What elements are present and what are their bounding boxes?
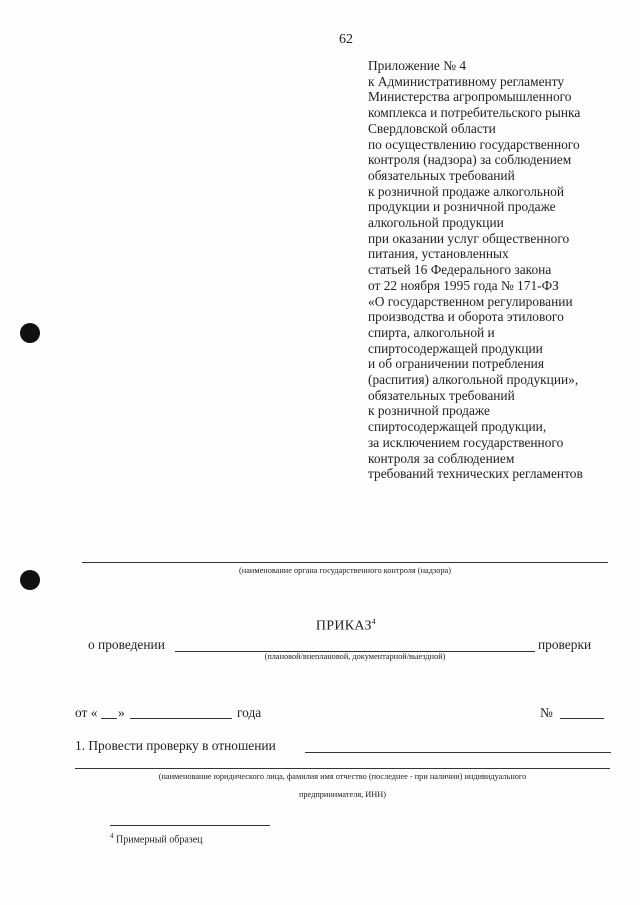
order-title-footnote-mark: 4 — [371, 617, 377, 626]
order-title — [26, 617, 640, 635]
number-label: № — [540, 705, 553, 720]
appendix-line: требований технических регламентов — [368, 466, 583, 482]
month-field[interactable] — [130, 718, 232, 719]
entity-name-line — [75, 768, 610, 769]
about-label: о проведении — [88, 637, 165, 652]
appendix-line: контроля за соблюдением — [368, 450, 515, 466]
check-label: проверки — [538, 637, 592, 652]
appendix-line: (распития) алкогольной продукции», — [368, 372, 579, 388]
appendix-line: контроля (надзора) за соблюдением — [368, 152, 572, 168]
footnote-text: Примерный образец — [116, 834, 203, 846]
item1-field[interactable] — [305, 752, 611, 753]
footnote — [110, 832, 203, 845]
punch-hole-bottom — [20, 570, 40, 590]
appendix-line: спирта, алкогольной и — [368, 324, 495, 340]
entity-caption-line1: (наименование юридического лица, фамилия имя отчество (последнее - при наличии) индивидуального — [158, 772, 527, 781]
appendix-line: Свердловской области — [368, 120, 496, 136]
appendix-line: от 22 ноября 1995 года № 171-ФЗ — [368, 277, 559, 293]
appendix-line: алкогольной продукции — [368, 215, 504, 231]
item1-label: 1. Провести проверку в отношении — [75, 738, 276, 753]
appendix-line: Министерства агропромышленного — [368, 89, 572, 105]
page-number: 62 — [339, 32, 353, 47]
day-field[interactable] — [101, 718, 117, 719]
appendix-line: к Административному регламенту — [368, 73, 565, 89]
appendix-line: спиртосодержащей продукции — [368, 340, 543, 356]
appendix-line: к розничной продаже алкогольной — [368, 183, 565, 199]
appendix-line: продукции и розничной продаже — [368, 199, 556, 215]
appendix-line: за исключением государственного — [368, 434, 564, 450]
footnote-mark: 4 — [110, 832, 114, 840]
year-label: года — [237, 705, 262, 720]
appendix-line: по осуществлению государственного — [368, 136, 580, 152]
check-type-caption: (плановой/внеплановой, документарной/выездной) — [264, 652, 446, 661]
appendix-line: комплекса и потребительского рынка — [368, 105, 581, 121]
appendix-line: спиртосодержащей продукции, — [368, 419, 547, 435]
appendix-line: питания, установленных — [368, 246, 509, 262]
order-number-field[interactable] — [560, 718, 604, 719]
footnote-separator — [110, 825, 270, 826]
date-prefix: от « — [75, 705, 98, 720]
punch-hole-top — [20, 323, 40, 343]
authority-name-line — [82, 562, 608, 563]
appendix-line: и об ограничении потребления — [368, 356, 544, 372]
appendix-line: обязательных требований — [368, 167, 515, 183]
appendix-header — [368, 58, 634, 482]
appendix-line: Приложение № 4 — [368, 58, 467, 73]
appendix-line: к розничной продаже — [368, 403, 490, 419]
authority-caption: (наименование органа государственного контроля (надзора) — [239, 566, 451, 575]
date-mid: » — [118, 705, 125, 720]
appendix-line: при оказании услуг общественного — [368, 230, 570, 246]
order-title-text: ПРИКАЗ — [315, 618, 372, 634]
appendix-line: «О государственном регулировании — [368, 293, 573, 309]
appendix-line: обязательных требований — [368, 387, 515, 403]
appendix-line: статьей 16 Федерального закона — [368, 262, 552, 278]
entity-caption-line2: предпринимателя, ИНН) — [298, 790, 387, 799]
appendix-line: производства и оборота этилового — [368, 309, 564, 325]
